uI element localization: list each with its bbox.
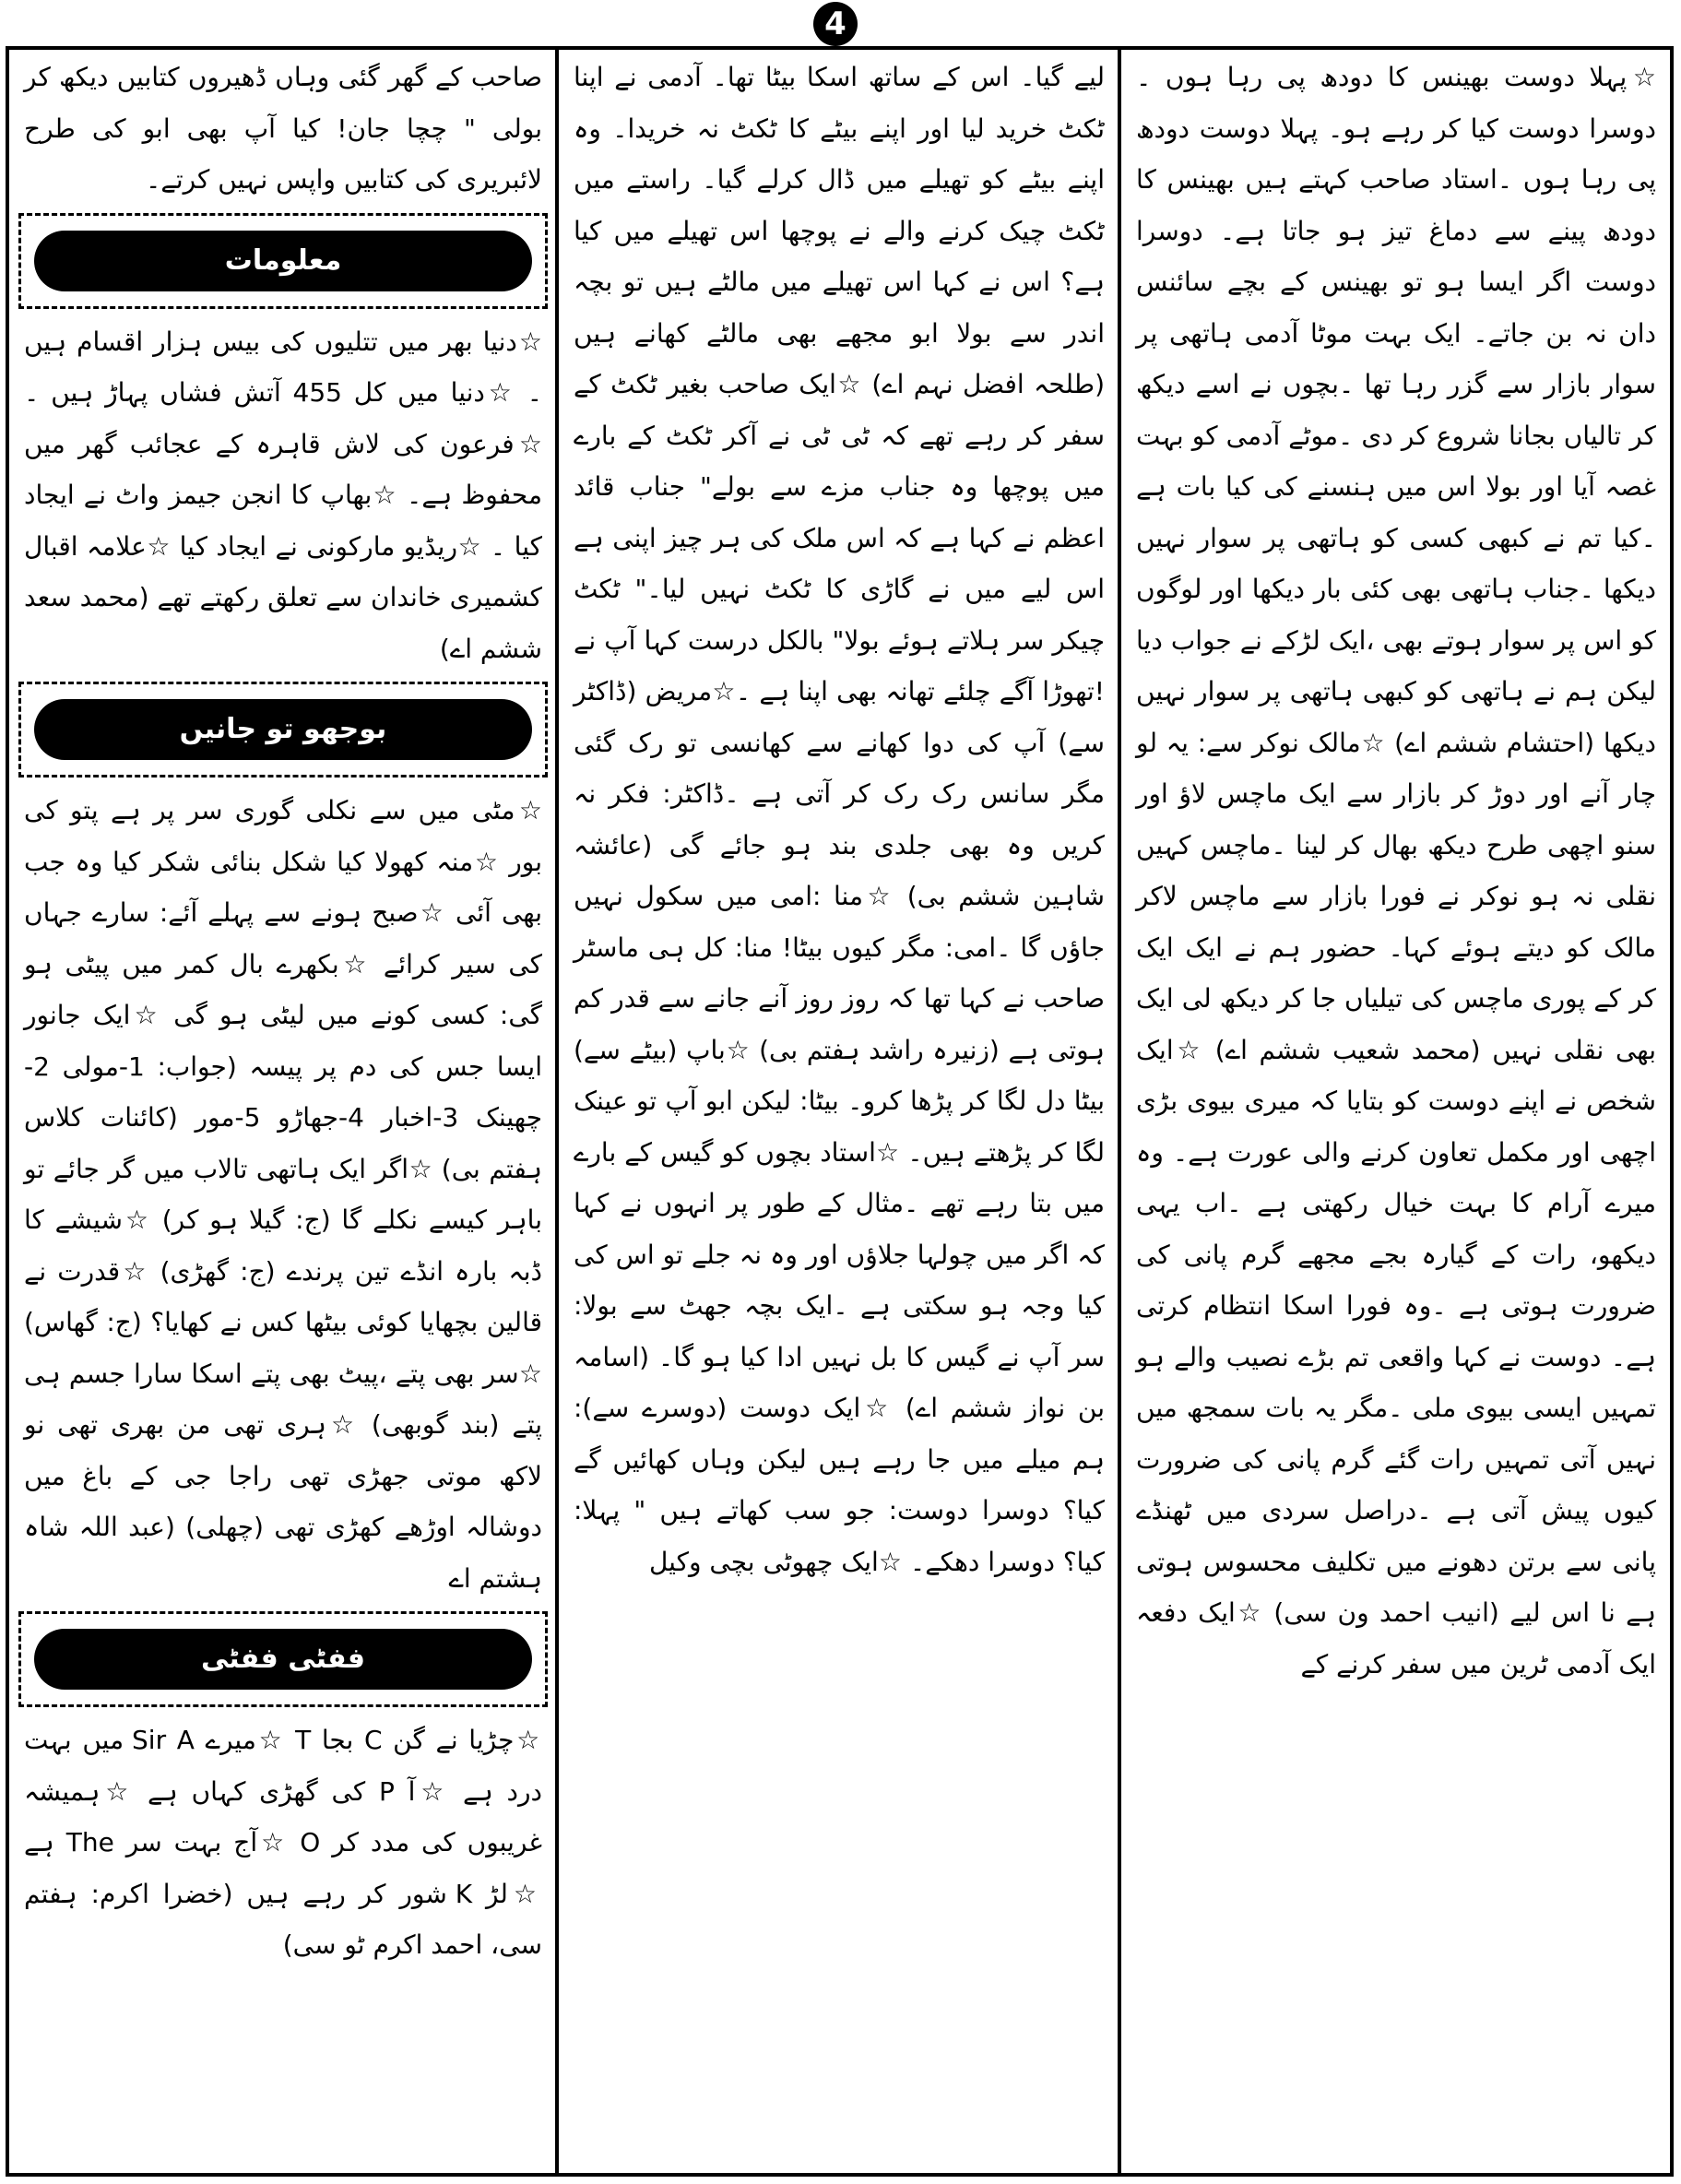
section-heading-malumat: معلومات	[34, 231, 532, 291]
jokes-text: ☆پہلا دوست بھینس کا دودھ پی رہا ہوں ۔دوسرا دوست کیا کر رہے ہو۔ پہلا دوست دودھ پی رہا ہوں ۔استاد صاحب کہتے ہیں بھینس کا دودھ پینے سے دماغ تیز ہو جاتا ہے۔ دوسرا دوست اگر ایسا ہو تو بھینس کے بچے سائنس دان نہ بن جاتے۔ ایک بہت موٹا آدمی ہاتھی پر سوار بازار سے گزر رہا تھا ۔بچوں نے اسے دیکھ کر تالیاں بجانا شروع کر دی ۔موٹے آدمی کو بہت غصہ آیا اور بولا اس میں ہنسنے کی کیا بات ہے ۔کیا تم نے کبھی کسی کو ہاتھی پر سوار نہیں دیکھا ۔جناب ہاتھی بھی کئی بار دیکھا اور لوگوں کو اس پر سوار ہوتے بھی ،ایک لڑکے نے جواب دیا لیکن ہم نے ہاتھی کو کبھی ہاتھی پر سوار نہیں دیکھا (احتشام ششم اے) ☆مالک نوکر سے: یہ لو چار آنے اور دوڑ کر بازار سے ایک ماچس لاؤ اور سنو اچھی طرح دیکھ بھال کر لینا ۔ماچس کہیں نقلی نہ ہو نوکر نے فورا بازار سے ماچس لاکر مالک کو دیتے ہوئے کہا۔ حضور ہم نے ایک ایک کر کے پوری ماچس کی تیلیاں جا کر دیکھ لی ایک بھی نقلی نہیں (محمد شعیب ششم اے) ☆ایک شخص نے اپنے دوست کو بتایا کہ میری بیوی بڑی اچھی اور مکمل تعاون کرنے والی عورت ہے۔ وہ میرے آرام کا بہت خیال رکھتی ہے ۔اب یہی دیکھو، رات کے گیارہ بجے مجھے گرم پانی کی ضرورت ہوتی ہے ۔وہ فورا اسکا انتظام کرتی ہے۔ دوست نے کہا واقعی تم بڑے نصیب والے ہو تمہیں ایسی بیوی ملی ۔مگر یہ بات سمجھ میں نہیں آتی تمہیں رات گئے گرم پانی کی ضرورت کیوں پیش آتی ہے ۔دراصل سردی میں ٹھنڈے پانی سے برتن دھونے میں تکلیف محسوس ہوتی ہے نا اس لیے (انیب احمد ون سی) ☆ایک دفعہ ایک آدمی ٹرین میں سفر کرنے کے	[1136, 62, 1656, 1680]
section-heading-riddles: بوجھو تو جانیں	[34, 699, 532, 760]
fifty-fifty-text: ☆چڑیا نے گن C بجا T ☆میرے Sir A میں بہت درد ہے ☆آ P کی گھڑی کہاں ہے ☆ہمیشہ غریبوں کی مدد کر O ☆آج بہت سر The ہے ☆لڑ K شور کر رہے ہیں (خضرا اکرم: ہفتم سی، احمد اکرم ٹو سی)	[24, 1725, 543, 1960]
intro-text: صاحب کے گھر گئی وہاں ڈھیروں کتابیں دیکھ کر بولی " چچا جان! کیا آپ بھی ابو کی طرح لائبریری کی کتابیں واپس نہیں کرتے۔	[24, 62, 542, 195]
column-divider	[555, 46, 559, 2177]
section-heading-box	[18, 213, 548, 309]
section-heading-box	[18, 1611, 548, 1707]
riddles-text: ☆مٹی میں سے نکلی گوری سر پر ہے پتو کی بور ☆منہ کھولا کیا شکل بنائی شکر کیا وہ جب بھی آئی ☆صبح ہونے سے پہلے آئے: سارے جہاں کی سیر کرائے ☆بکھرے بال کمر میں پیٹی ہو گی: کسی کونے میں لیٹی ہو گی ☆ایک جانور ایسا جس کی دم پر پیسہ (جواب: 1-مولی 2-چھینک 3-اخبار 4-جھاڑو 5-مور (کائنات کلاس ہفتم بی) ☆اگر ایک ہاتھی تالاب میں گر جائے تو باہر کیسے نکلے گا (ج: گیلا ہو کر) ☆شیشے کا ڈبہ بارہ انڈے تین پرندے (ج: گھڑی) ☆قدرت نے قالین بچھایا کوئی بیٹھا کس نے کھایا؟ (ج: گھاس) ☆سر بھی پتے ،پیٹ بھی پتے اسکا سارا جسم ہی پتے (بند گوبھی) ☆ہری تھی من بھری تھی نو لاکھ موتی جھڑی تھی راجا جی کے باغ میں دوشالہ اوڑھے کھڑی تھی (چھلی) (عبد اللہ شاہ ہشتم اے	[24, 795, 543, 1594]
jokes-text: لیے گیا۔ اس کے ساتھ اسکا بیٹا تھا۔ آدمی نے اپنا ٹکٹ خرید لیا اور اپنے بیٹے کا ٹکٹ نہ خریدا۔ وہ اپنے بیٹے کو تھیلے میں ڈال کرلے گیا۔ راستے میں ٹکٹ چیک کرنے والے نے پوچھا اس تھیلے میں کیا ہے؟ اس نے کہا اس تھیلے میں مالٹے ہیں تو بچہ اندر سے بولا ابو مجھے بھی مالٹے کھانے ہیں (طلحہ افضل نہم اے) ☆ایک صاحب بغیر ٹکٹ کے سفر کر رہے تھے کہ ٹی ٹی نے آکر ٹکٹ کے بارے میں پوچھا وہ جناب مزے سے بولے" جناب قائد اعظم نے کہا ہے کہ اس ملک کی ہر چیز اپنی ہے اس لیے میں نے گاڑی کا ٹکٹ نہیں لیا۔" ٹکٹ چیکر سر ہلاتے ہوئے بولا" بالکل درست کہا آپ نے !تھوڑا آگے چلئے تھانہ بھی اپنا ہے ۔☆مریض (ڈاکٹر سے) آپ کی دوا کھانے سے کھانسی تو رک گئی مگر سانس رک رک کر آتی ہے ۔ڈاکٹر: فکر نہ کریں وہ بھی جلدی بند ہو جائے گی (عائشہ شاہین ششم بی) ☆منا :امی میں سکول نہیں جاؤں گا ۔امی: مگر کیوں بیٹا! منا: کل ہی ماسٹر صاحب نے کہا تھا کہ روز روز آنے جانے سے قدر کم ہوتی ہے (زنیرہ راشد ہفتم بی) ☆باپ (بیٹے سے) بیٹا دل لگا کر پڑھا کرو۔ بیٹا: لیکن ابو آپ تو عینک لگا کر پڑھتے ہیں۔ ☆استاد بچوں کو گیس کے بارے میں بتا رہے تھے ۔مثال کے طور پر انہوں نے کہا کہ اگر میں چولہا جلاؤں اور وہ نہ جلے تو اس کی کیا وجہ ہو سکتی ہے ۔ایک بچہ جھٹ سے بولا: سر آپ نے گیس کا بل نہیں ادا کیا ہو گا۔ (اسامہ بن نواز ششم اے) ☆ایک دوست (دوسرے سے): ہم میلے میں جا رہے ہیں لیکن وہاں کھائیں گے کیا؟ دوسرا دوست: جو سب کھاتے ہیں " پہلا: کیا؟ دوسرا دھکے۔ ☆ایک چھوٹی بچی وکیل	[574, 62, 1105, 1577]
column-left	[11, 52, 555, 2171]
column-middle	[561, 52, 1118, 2171]
column-divider	[1118, 46, 1121, 2177]
section-heading-box	[18, 682, 548, 777]
column-right	[1123, 52, 1669, 2171]
page-number: 4	[813, 2, 858, 46]
section-heading-fifty-fifty: ففٹی ففٹی	[34, 1629, 532, 1690]
malumat-text: ☆دنیا بھر میں تتلیوں کی بیس ہزار اقسام ہیں ۔ ☆دنیا میں کل 455 آتش فشاں پہاڑ ہیں ۔ ☆فرعون کی لاش قاہرہ کے عجائب گھر میں محفوظ ہے۔ ☆بھاپ کا انجن جیمز واٹ نے ایجاد کیا ۔ ☆ریڈیو مارکونی نے ایجاد کیا ☆علامہ اقبال کشمیری خاندان سے تعلق رکھتے تھے (محمد سعد ششم اے)	[24, 326, 542, 664]
